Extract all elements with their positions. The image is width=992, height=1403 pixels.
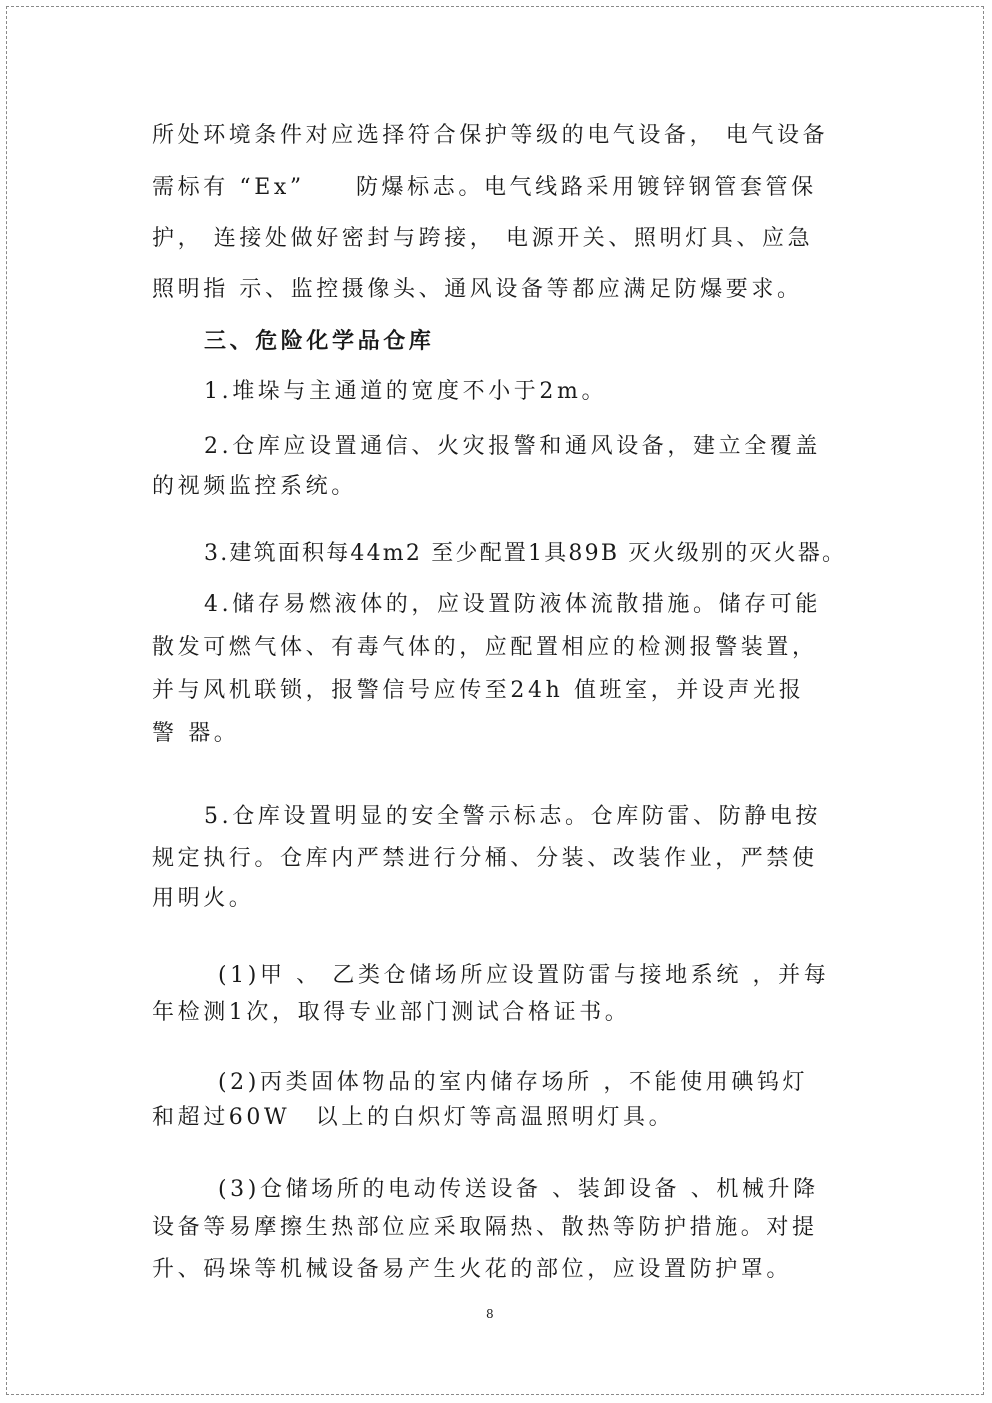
body-line: 并与风机联锁，报警信号应传至24h 值班室，并设声光报 (152, 678, 805, 703)
sub-item: (1)甲 、 乙类仓储场所应设置防雷与接地系统 ，并每 (218, 963, 830, 988)
section-heading: 三、危险化学品仓库 (204, 328, 435, 354)
body-line: 规定执行。仓库内严禁进行分桶、分装、改装作业，严禁使 (152, 846, 818, 871)
list-item: 1.堆垛与主通道的宽度不小于2m。 (204, 379, 608, 404)
body-line: 设备等易摩擦生热部位应采取隔热、散热等防护措施。对提 (152, 1215, 818, 1240)
body-line: 和超过60W 以上的白炽灯等高温照明灯具。 (152, 1105, 675, 1130)
list-item: 2.仓库应设置通信、火灾报警和通风设备，建立全覆盖 (204, 434, 821, 459)
body-line: 护， 连接处做好密封与跨接， 电源开关、照明灯具、应急 (152, 226, 814, 251)
body-line: 需标有 “Ex” 防爆标志。电气线路采用镀锌钢管套管保 (152, 175, 817, 200)
sub-item: (3)仓储场所的电动传送设备 、装卸设备 、机械升降 (218, 1177, 819, 1202)
body-line: 的视频监控系统。 (152, 474, 357, 499)
body-line: 用明火。 (152, 886, 255, 911)
list-item: 5.仓库设置明显的安全警示标志。仓库防雷、防静电按 (204, 804, 821, 829)
body-line: 所处环境条件对应选择符合保护等级的电气设备， 电气设备 (152, 123, 829, 148)
body-line: 警 器。 (152, 721, 240, 746)
list-item: 3.建筑面积每44m2 至少配置1具89B 灭火级别的灭火器。 (204, 541, 847, 566)
page-number: 8 (486, 1307, 494, 1321)
body-line: 照明指 示、监控摄像头、通风设备等都应满足防爆要求。 (152, 277, 803, 302)
sub-item: (2)丙类固体物品的室内储存场所 ，不能使用碘钨灯 (218, 1070, 809, 1095)
list-item: 4.储存易燃液体的，应设置防液体流散措施。储存可能 (204, 592, 821, 617)
body-line: 升、码垛等机械设备易产生火花的部位，应设置防护罩。 (152, 1257, 793, 1282)
body-line: 年检测1次，取得专业部门测试合格证书。 (152, 1000, 631, 1025)
body-line: 散发可燃气体、有毒气体的，应配置相应的检测报警装置， (152, 635, 818, 660)
